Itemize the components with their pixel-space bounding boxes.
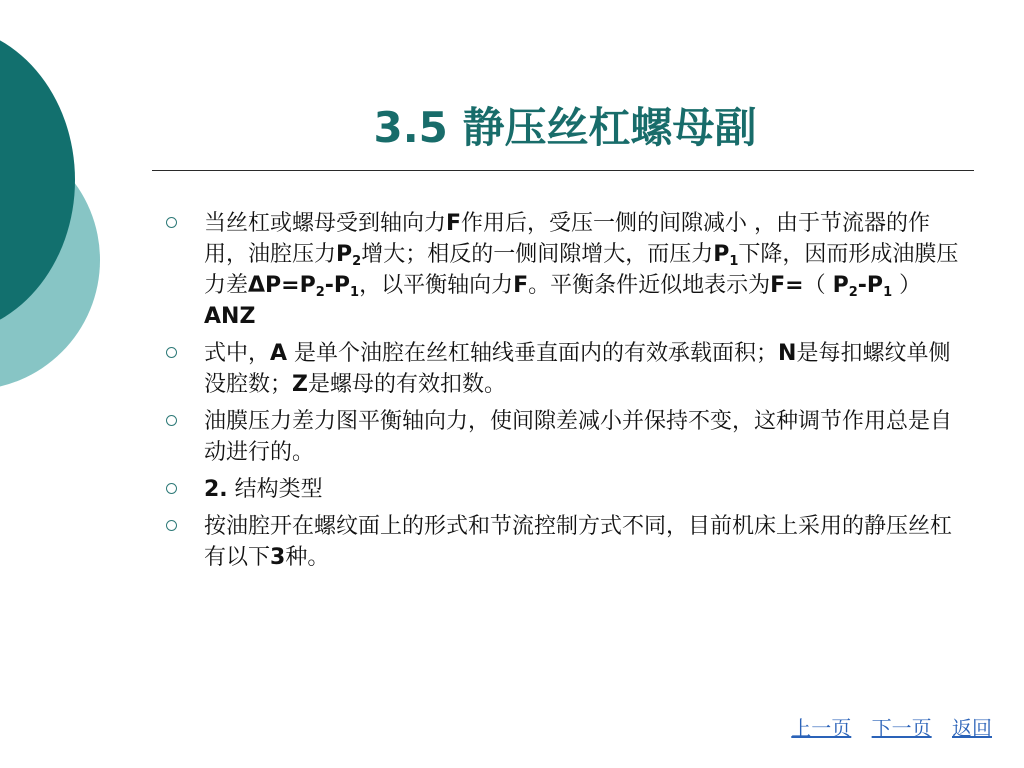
bold-text: N: [778, 341, 797, 366]
bullet-circle-icon: [166, 483, 177, 494]
subscript: 2: [848, 285, 858, 300]
return-link[interactable]: 返回: [952, 716, 992, 740]
bold-text: F=: [770, 273, 804, 298]
bullet-item: [160, 406, 960, 468]
text-run: 式中，: [204, 341, 271, 366]
text-run: 是每扣螺纹单侧没腔数；: [204, 341, 951, 397]
section-number: 3.5: [373, 103, 448, 152]
text-run: （: [803, 273, 833, 298]
text-run: 结构类型: [227, 477, 323, 502]
bold-text: P: [713, 242, 730, 267]
bullet-item: [160, 511, 960, 573]
bold-text: A: [270, 341, 288, 366]
bullet-item: [160, 208, 960, 332]
subscript: 1: [729, 254, 739, 269]
bullet-list: [160, 208, 960, 579]
title-text: 静压丝杠螺母副: [462, 103, 757, 152]
bullet-text: [204, 477, 323, 502]
bold-text: P: [832, 273, 849, 298]
text-run: 按油腔开在螺纹面上的形式和节流控制方式不同，目前机床上采用的静压丝杠有以下: [204, 514, 953, 570]
bullet-text: [204, 341, 950, 397]
subscript: 2: [315, 285, 325, 300]
subscript: 2: [352, 254, 362, 269]
bold-text: Z: [292, 372, 308, 397]
text-run: 下降，因而形成油膜压力差: [204, 242, 959, 298]
bullet-circle-icon: [166, 217, 177, 228]
next-page-link[interactable]: 下一页: [871, 716, 932, 740]
bold-text: 2.: [204, 477, 228, 502]
bullet-circle-icon: [166, 520, 177, 531]
bold-text: ANZ: [204, 304, 256, 329]
bold-text: -P: [857, 273, 884, 298]
subscript: 1: [883, 285, 893, 300]
title-divider: [152, 170, 974, 171]
text-run: 作用后，受压一侧的间隙减小 ，由于节流器的作用，油腔压力: [204, 211, 931, 267]
prev-page-link[interactable]: 上一页: [791, 716, 852, 740]
bold-text: 3: [270, 545, 286, 570]
bold-text: -P: [324, 273, 351, 298]
slide-navigation: [777, 712, 992, 741]
text-run: 是单个油腔在丝杠轴线垂直面内的有效承载面积；: [287, 341, 779, 366]
bullet-item: [160, 338, 960, 400]
bullet-circle-icon: [166, 347, 177, 358]
text-run: 是螺母的有效扣数。: [307, 372, 506, 397]
text-run: 种。: [285, 545, 330, 570]
bold-text: ΔP=P: [248, 273, 316, 298]
bullet-text: [204, 211, 958, 329]
bold-text: F: [446, 211, 462, 236]
slide-title: [150, 100, 980, 156]
text-run: ，以平衡轴向力: [359, 273, 514, 298]
bold-text: F: [513, 273, 529, 298]
bullet-text: [204, 514, 952, 570]
text-run: 油膜压力差力图平衡轴向力，使间隙差减小并保持不变，这种调节作用总是自动进行的。: [204, 409, 953, 465]
bullet-circle-icon: [166, 415, 177, 426]
bullet-text: [204, 409, 952, 465]
bullet-item: [160, 474, 960, 505]
subscript: 1: [350, 285, 360, 300]
text-run: 增大；相反的一侧间隙增大，而压力: [361, 242, 714, 267]
text-run: 当丝杠或螺母受到轴向力: [204, 211, 447, 236]
text-run: 。平衡条件近似地表示为: [528, 273, 771, 298]
text-run: ）: [892, 273, 922, 298]
bold-text: P: [336, 242, 353, 267]
